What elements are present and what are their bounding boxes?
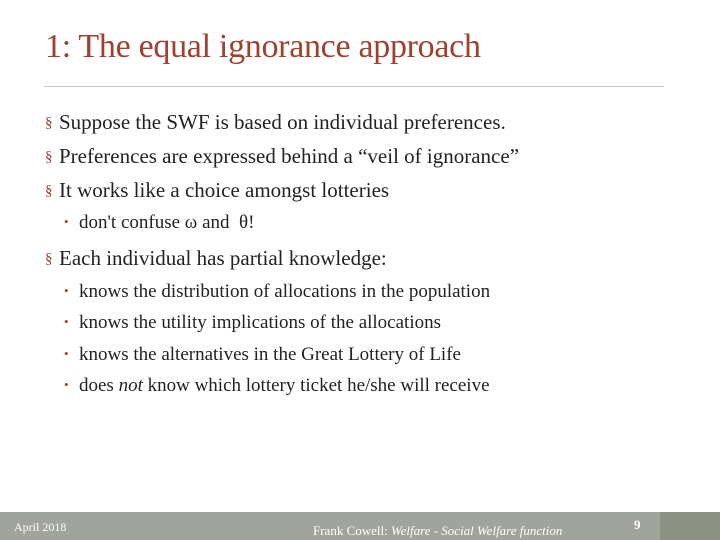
omega-symbol: ω xyxy=(184,212,198,233)
section-marker: § xyxy=(45,183,53,199)
footer-date: April 2018 xyxy=(14,520,67,534)
footer-author: Frank Cowell: xyxy=(313,523,391,538)
sub-bullet-text-pre: don't confuse xyxy=(79,212,185,233)
bullet-text: It works like a choice amongst lotteries xyxy=(59,178,390,202)
slide-title: 1: The equal ignorance approach xyxy=(45,28,481,65)
theta-symbol: θ xyxy=(239,212,249,233)
emphasis-not: not xyxy=(118,375,143,396)
sub-bullet-3 xyxy=(64,344,461,366)
section-marker: § xyxy=(45,115,53,131)
sub-bullet-text-mid: and xyxy=(197,212,239,233)
sub-bullet-symbols xyxy=(64,212,254,234)
bullet-dot: • xyxy=(64,214,69,229)
section-marker: § xyxy=(45,149,53,165)
bullet-dot: • xyxy=(64,346,69,361)
bullet-dot: • xyxy=(64,377,69,392)
sub-bullet-1 xyxy=(64,281,490,303)
sub-bullet-2 xyxy=(64,312,441,334)
sub-bullet-text: knows the alternatives in the Great Lottery of Life xyxy=(79,344,461,365)
page-number-box xyxy=(660,512,720,540)
bullet-dot: • xyxy=(64,314,69,329)
bullet-dot: • xyxy=(64,283,69,298)
bullet-text: Suppose the SWF is based on individual preferences. xyxy=(59,110,506,134)
bullet-text: Preferences are expressed behind a “veil of ignorance” xyxy=(59,144,520,168)
sub-bullet-text-post: ! xyxy=(248,212,255,233)
bullet-1 xyxy=(45,110,506,135)
sub-bullet-text-post: know which lottery ticket he/she will receive xyxy=(142,375,490,396)
sub-bullet-text: knows the distribution of allocations in the population xyxy=(79,281,491,302)
sub-bullet-4 xyxy=(64,375,490,397)
sub-bullet-text: knows the utility implications of the allocations xyxy=(79,312,442,333)
section-marker: § xyxy=(45,251,53,267)
footer-citation xyxy=(313,523,562,539)
sub-bullet-text-pre: does xyxy=(79,375,119,396)
bullet-text: Each individual has partial knowledge: xyxy=(59,246,387,270)
bullet-4 xyxy=(45,246,387,271)
footer-title: Welfare - Social Welfare function xyxy=(391,523,563,538)
bullet-2 xyxy=(45,144,519,169)
title-divider xyxy=(44,86,664,87)
page-number: 9 xyxy=(634,517,641,532)
bullet-3 xyxy=(45,178,389,203)
